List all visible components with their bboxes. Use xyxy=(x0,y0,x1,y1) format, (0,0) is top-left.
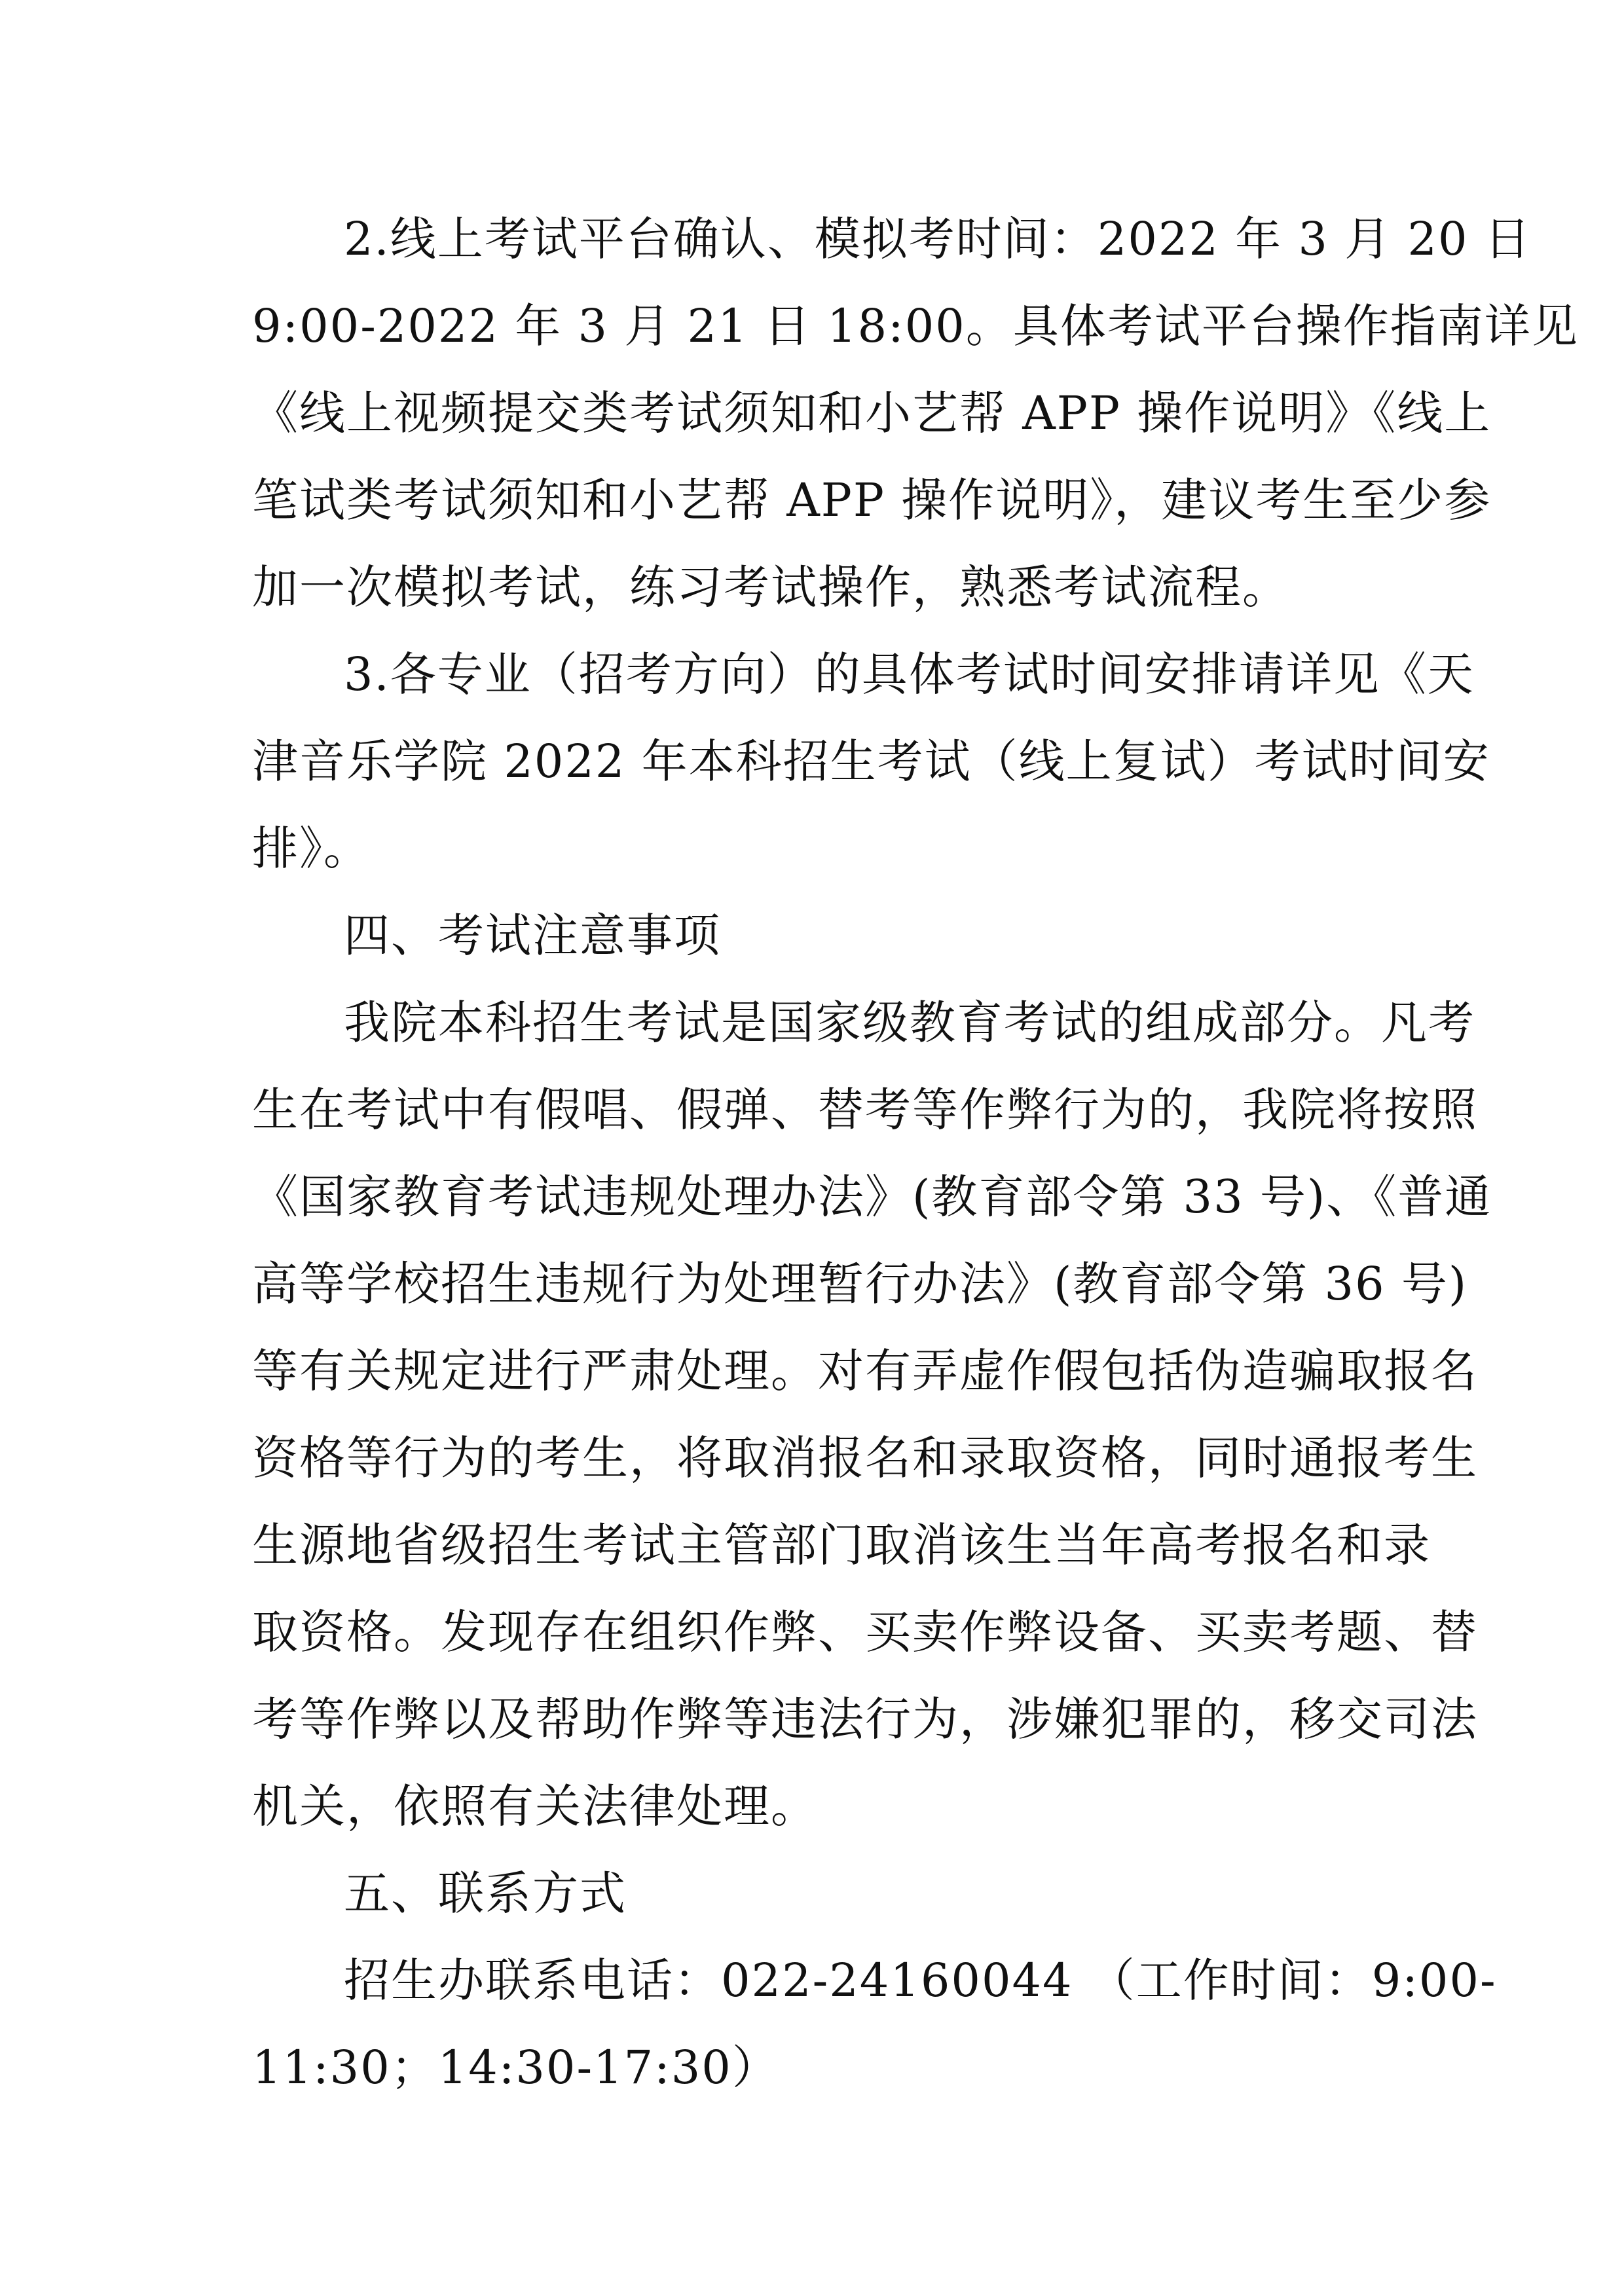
item3-line-1: 3.各专业（招考方向）的具体考试时间安排请详见《天 xyxy=(344,647,1475,701)
item2-line-5: 加一次模拟考试，练习考试操作，熟悉考试流程。 xyxy=(252,560,1289,614)
section4-line-2: 生在考试中有假唱、假弹、替考等作弊行为的，我院将按照 xyxy=(252,1083,1478,1137)
section4-line-7: 生源地省级招生考试主管部门取消该生当年高考报名和录 xyxy=(252,1518,1431,1572)
section4-line-10: 机关，依照有关法律处理。 xyxy=(252,1779,818,1833)
item2-line-2: 9:00-2022 年 3 月 21 日 18:00。具体考试平台操作指南详见 xyxy=(252,299,1579,353)
contact-phone-line: 招生办联系电话：022-24160044 （工作时间：9:00- xyxy=(344,1954,1497,2007)
section4-line-3: 《国家教育考试违规处理办法》(教育部令第 33 号)、《普通 xyxy=(252,1170,1492,1224)
item3-line-2: 津音乐学院 2022 年本科招生考试（线上复试）考试时间安 xyxy=(252,735,1490,788)
section4-line-4: 高等学校招生违规行为处理暂行办法》(教育部令第 36 号) xyxy=(252,1257,1468,1311)
section4-line-6: 资格等行为的考生，将取消报名和录取资格，同时通报考生 xyxy=(252,1431,1478,1485)
section4-line-1: 我院本科招生考试是国家级教育考试的组成部分。凡考 xyxy=(344,996,1475,1049)
item2-line-1: 2.线上考试平台确认、模拟考时间：2022 年 3 月 20 日 xyxy=(344,212,1532,266)
contact-hours-line: 11:30；14:30-17:30） xyxy=(252,2041,779,2094)
section4-line-5: 等有关规定进行严肃处理。对有弄虚作假包括伪造骗取报名 xyxy=(252,1344,1478,1398)
item3-line-3: 排》。 xyxy=(252,822,371,875)
section4-line-8: 取资格。发现存在组织作弊、买卖作弊设备、买卖考题、替 xyxy=(252,1605,1478,1659)
item2-line-3: 《线上视频提交类考试须知和小艺帮 APP 操作说明》《线上 xyxy=(252,386,1492,440)
section4-line-9: 考等作弊以及帮助作弊等违法行为，涉嫌犯罪的，移交司法 xyxy=(252,1692,1478,1746)
section4-heading: 四、考试注意事项 xyxy=(344,909,721,962)
item2-line-4: 笔试类考试须知和小艺帮 APP 操作说明》，建议考生至少参 xyxy=(252,473,1492,527)
section5-heading: 五、联系方式 xyxy=(344,1867,627,1920)
